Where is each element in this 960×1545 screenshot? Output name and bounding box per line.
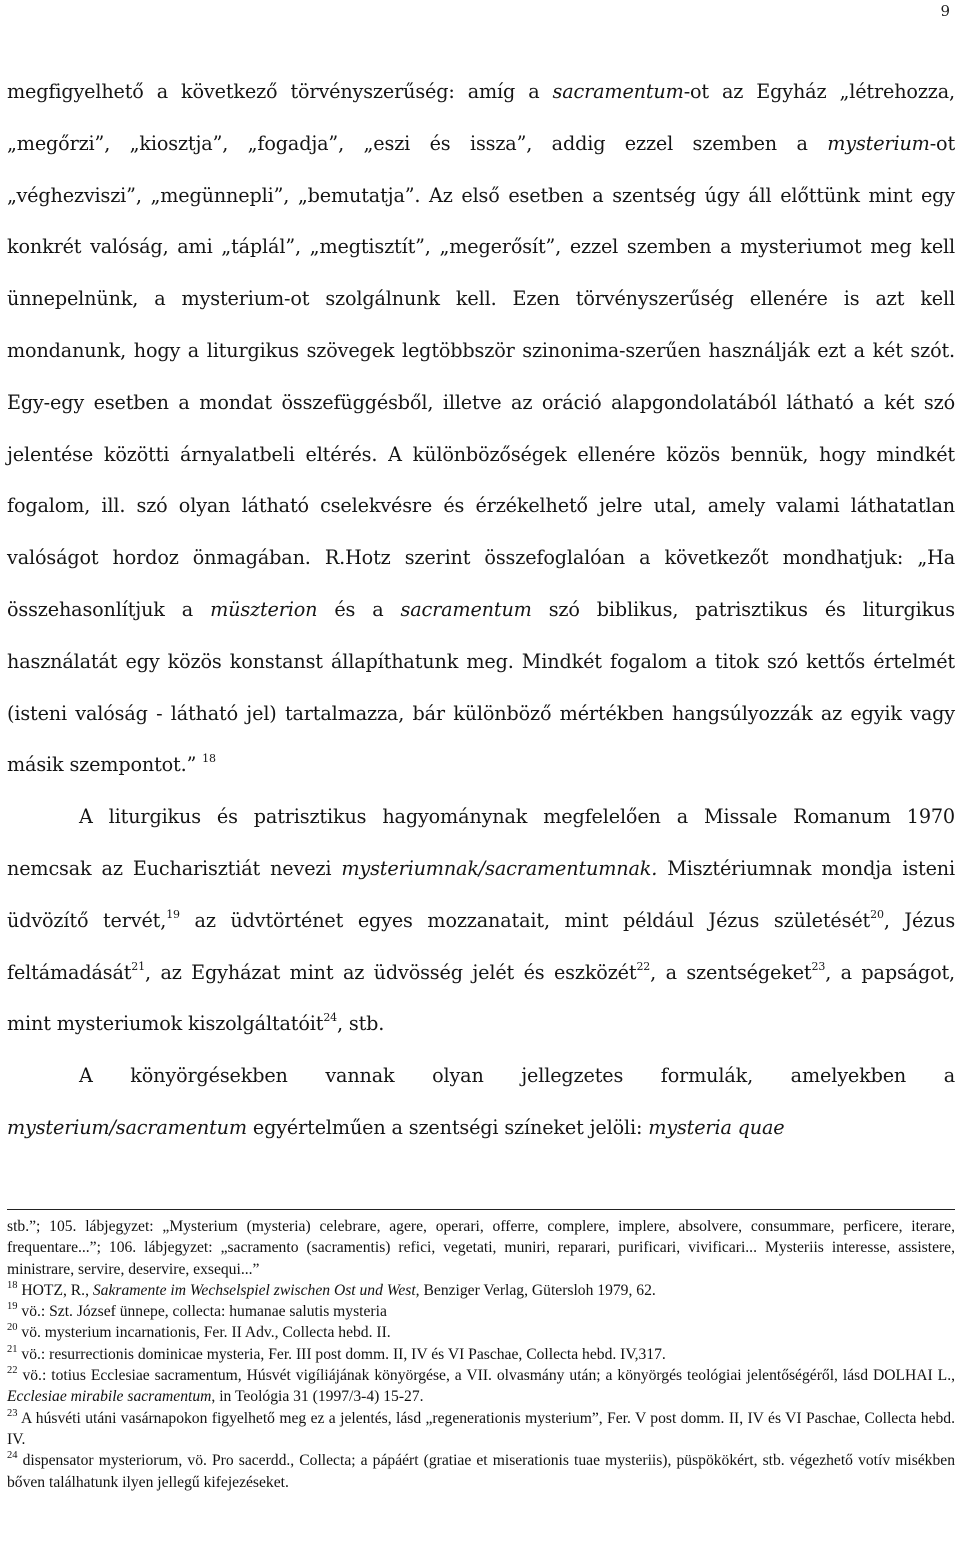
text-run: Misztériumnak mondja isteni üdvözítő tervét,: [7, 856, 955, 932]
text-run: vö. mysterium incarnationis, Fer. II Adv., Collecta hebd. II.: [17, 1324, 391, 1342]
footnote-ref: 18: [7, 1279, 18, 1291]
text-run: egyértelműen a szentségi színeket jelöli:: [246, 1115, 649, 1139]
paragraph: [7, 791, 955, 1050]
footnote: [7, 1344, 955, 1365]
paragraph: [7, 1050, 955, 1154]
footnote-ref: 22: [7, 1365, 18, 1377]
text-run: szó biblikus, patrisztikus és liturgikus használatát egy közös konstanst állapíthatunk meg. Mindkét fogalom a titok szó kettős értelmét (isteni valóság - látható jel) tartalmazza, bár különböző mértékben hangsúlyozzák az egyik vagy másik szempontot.”: [7, 597, 956, 777]
footnote-ref: 21: [131, 959, 145, 973]
footnote: [7, 1408, 955, 1451]
text-run: , in Teológia 31 (1997/3-4) 15-27.: [211, 1388, 424, 1406]
italic-term: mysterium: [827, 131, 930, 155]
text-run: vö.: resurrectionis dominicae mysteria, Fer. III post domm. II, IV és VI Paschae, Collecta hebd. IV,317.: [17, 1345, 666, 1363]
footnote-ref: 21: [7, 1343, 18, 1355]
footnote-ref: 19: [166, 907, 180, 921]
footnote-ref: 18: [202, 752, 216, 766]
text-run: , Jézus feltámadását: [7, 908, 956, 984]
italic-term: sacramentum: [400, 597, 532, 621]
italic-term: Ecclesiae mirabile sacramentum: [7, 1388, 212, 1406]
footnote: [7, 1365, 955, 1408]
text-run: A liturgikus és patrisztikus hagyománynak megfelelően a Missale Romanum 1970 nemcsak az Eucharisztiát nevezi: [7, 805, 955, 880]
text-run: A húsvéti utáni vasárnapokon figyelhető meg ez a jelentés, lásd „regenerationis mysterium”, Fer. V post domm. II, IV és VI Paschae, Collecta hebd. IV.: [7, 1409, 955, 1448]
italic-term: mysteriumnak/sacramentumnak.: [341, 856, 658, 880]
text-run: vö.: totius Ecclesiae sacramentum, Húsvét vigíliájának könyörgése, a VII. olvasmány után; a könyörgés teológiai jelentőségéről, lásd DOLHAI L.,: [17, 1367, 955, 1385]
footnote: [7, 1301, 955, 1322]
footnote-ref: 24: [323, 1011, 338, 1025]
text-run: vö.: Szt. József ünnepe, collecta: humanae salutis mysteria: [17, 1303, 387, 1321]
text-run: az üdvtörténet egyes mozzanatait, mint például Jézus születését: [179, 908, 871, 932]
text-run: A könyörgésekben vannak olyan jellegzetes formulák, amelyekben a: [79, 1064, 955, 1088]
italic-term: mysteria quae: [648, 1115, 785, 1139]
footnote-ref: 20: [7, 1322, 18, 1334]
text-run: , a szentségeket: [650, 960, 812, 984]
footnote-separator: [7, 1209, 955, 1210]
footnote-ref: 22: [636, 959, 651, 973]
text-run: dispensator mysteriorum, vö. Pro sacerdd., Collecta; a pápáért (gratiae et miserationis tuae mysteriis), püspökökért, stb. végezhető votív misékben bőven találhatunk ilyen jellegű kifejezéseket.: [7, 1452, 955, 1491]
text-run: HOTZ, R.,: [17, 1281, 93, 1299]
page-number: 9: [940, 2, 950, 20]
italic-term: müszterion: [210, 597, 318, 621]
text-run: stb.”; 105. lábjegyzet: „Mysterium (mysteria) celebrare, agere, operari, offerre, complere, implere, absolvere, consummare, perficere, iterare, frequentare...”; 106. lábjegyzet: „sacramento (sacramentis) refici, vegetati, muniri, reparari, purificari, vivificari... Mysteriis interesse, assistere, ministrare, servire, deservire, exsequi...”: [7, 1218, 955, 1278]
text-run: , stb.: [337, 1012, 385, 1036]
footnotes: [7, 1216, 955, 1493]
footnote-ref: 24: [7, 1450, 18, 1462]
text-run: , az Egyházat mint az üdvösség jelét és eszközét: [145, 960, 637, 984]
footnote-ref: 23: [811, 959, 826, 973]
footnote-ref: 19: [7, 1301, 18, 1313]
text-run: , a papságot, mint mysteriumok kiszolgáltatóit: [7, 960, 955, 1036]
text-run: megfigyelhető a következő törvényszerűség: amíg a: [7, 80, 553, 103]
text-run: -ot „véghezviszi”, „megünnepli”, „bemutatja”. Az első esetben a szentség úgy áll előttünk mint egy konkrét valóság, ami „táplál”, „megtisztít”, „megerősít”, ezzel szemben a mysteriumot meg kell ünnepelnünk, a mysterium-ot szolgálnunk kell. Ezen törvényszerűség ellenére is azt kell mondanunk, hogy a liturgikus szövegek legtöbbször szinonima-szerűen használják ezt a két szót. Egy-egy esetben a mondat összefüggésből, illetve az oráció alapgondolatából látható a két szó jelentése közötti árnyalatbeli eltérés. A különbözőségek ellenére közös bennük, hogy mindkét fogalom, ill. szó olyan látható cselekvésre és érzékelhető jelre utal, amely valami láthatatlan valóságot hordoz önmagában. R.Hotz szerint összefoglalóan a következőt mondhatjuk: „Ha összehasonlítjuk a: [7, 131, 955, 621]
text-run: Benziger Verlag, Gütersloh 1979, 62.: [419, 1281, 656, 1299]
italic-term: Sakramente im Wechselspiel zwischen Ost und West,: [92, 1281, 420, 1299]
footnote: [7, 1216, 955, 1280]
footnote: [7, 1450, 955, 1493]
text-run: és a: [317, 597, 401, 621]
footnote-ref: 23: [7, 1407, 18, 1419]
paragraph: [7, 66, 955, 791]
footnote: [7, 1322, 955, 1343]
text-run: -ot az Egyház „létrehozza, „megőrzi”, „kiosztja”, „fogadja”, „eszi és issza”, addig ezzel szemben a: [7, 80, 955, 155]
italic-term: sacramentum: [552, 80, 684, 103]
body-text: [7, 66, 955, 1154]
italic-term: mysterium/sacramentum: [7, 1115, 247, 1139]
footnote: [7, 1280, 955, 1301]
footnote-ref: 20: [870, 907, 884, 921]
